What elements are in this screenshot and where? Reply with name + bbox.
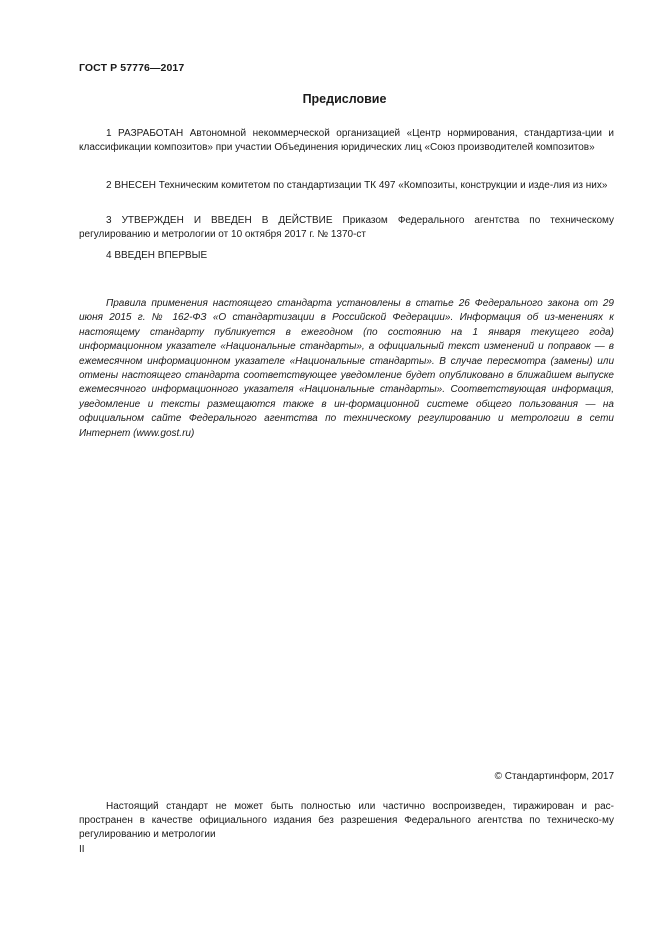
foreword-item-4: 4 ВВЕДЕН ВПЕРВЫЕ <box>106 250 208 261</box>
reproduction-restriction-text: Настоящий стандарт не может быть полностью или частично воспроизведен, тиражирован и рас-пространен в качестве официального издания без разрешения Федерального агентства по техническо-му регулированию и метрологии <box>79 801 614 840</box>
page-title: Предисловие <box>302 92 387 106</box>
page-number: II <box>79 844 85 855</box>
foreword-item-1: 1 РАЗРАБОТАН Автономной некоммерческой организацией «Центр нормирования, стандартиза-ции и классификации композитов» при участии Объединения юридических лиц «Союз производителей композитов» <box>79 128 614 153</box>
document-code: ГОСТ Р 57776—2017 <box>79 62 185 74</box>
foreword-item-3: 3 УТВЕРЖДЕН И ВВЕДЕН В ДЕЙСТВИЕ Приказом Федерального агентства по техническому регулированию и метрологии от 10 октября 2017 г. № 1370-ст <box>79 215 614 240</box>
foreword-item-2: 2 ВНЕСЕН Техническим комитетом по стандартизации ТК 497 «Композиты, конструкции и изде-лия из них» <box>106 180 608 191</box>
application-rules-notice: Правила применения настоящего стандарта установлены в статье 26 Федерального закона от 29 июня 2015 г. № 162-ФЗ «О стандартизации в Российской Федерации». Информация об из-менениях к настоящему стандарту публикуется в ежегодном (по состоянию на 1 января текущего года) информационном указателе «Национальные стандарты», а официальный текст изменений и поправок — в ежемесячном информационном указателе «Национальные стандарты». В случае пересмотра (замены) или отмены настоящего стандарта соответствующее уведомление будет опубликовано в ближайшем выпуске ежемесячного информационного указателя «Национальные стандарты». Соответствующая информация, уведомление и тексты размещаются также в ин-формационной системе общего пользования — на официальном сайте Федерального агентства по техническому регулированию и метрологии в сети Интернет (www.gost.ru) <box>79 298 614 439</box>
copyright-line: © Стандартинформ, 2017 <box>494 771 614 782</box>
